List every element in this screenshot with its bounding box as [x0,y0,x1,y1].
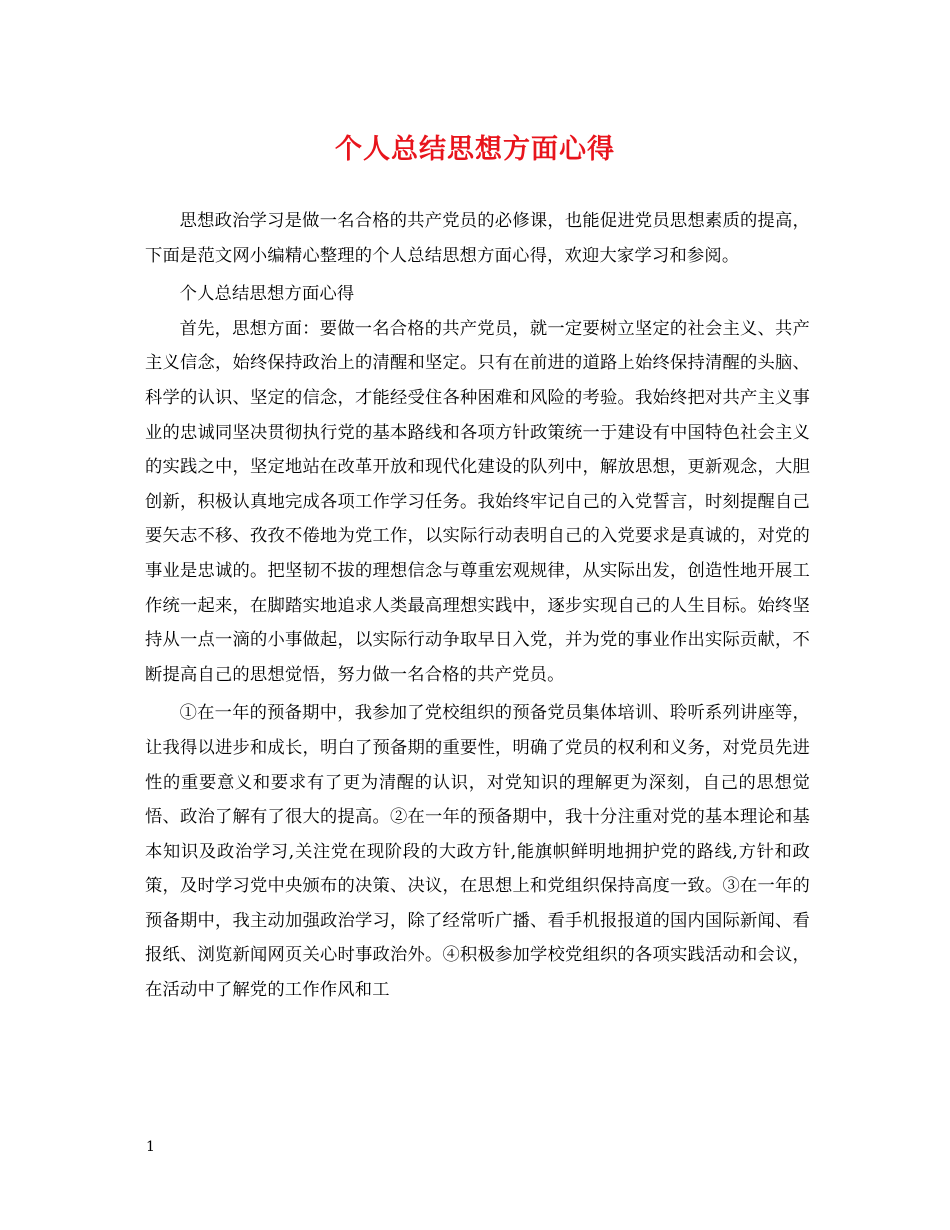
intro-paragraph: 思想政治学习是做一名合格的共产党员的必修课，也能促进党员思想素质的提高，下面是范文网小编精心整理的个人总结思想方面心得，欢迎大家学习和参阅。 [145,211,810,266]
page-number: 1 [146,1139,155,1155]
document-title: 个人总结思想方面心得 [335,134,615,165]
body-paragraph: ①在一年的预备期中，我参加了党校组织的预备党员集体培训、聆听系列讲座等，让我得以进步和成长，明白了预备期的重要性，明确了党员的权利和义务，对党员先进性的重要意义和要求有了更为清醒的认识，对党知识的理解更为深刻，自己的思想觉悟、政治了解有了很大的提高。②在一年的预备期中，我十分注重对党的基本理论和基本知识及政治学习,关注党在现阶段的大政方针,能旗帜鲜明地拥护党的路线,方针和政策，及时学习党中央颁布的决策、决议，在思想上和党组织保持高度一致。③在一年的预备期中，我主动加强政治学习，除了经常听广播、看手机报报道的国内国际新闻、看报纸、浏览新闻网页关心时事政治外。④积极参加学校党组织的各项实践活动和会议，在活动中了解党的工作作风和工 [145,703,810,1001]
document-body [145,204,810,1008]
section-heading: 个人总结思想方面心得 [179,284,355,305]
body-paragraph: 首先，思想方面：要做一名合格的共产党员，就一定要树立坚定的社会主义、共产主义信念，始终保持政治上的清醒和坚定。只有在前进的道路上始终保持清醒的头脑、科学的认识、坚定的信念，才能经受住各种困难和风险的考验。我始终把对共产主义事业的忠诚同坚决贯彻执行党的基本路线和各项方针政策统一于建设有中国特色社会主义的实践之中，坚定地站在改革开放和现代化建设的队列中，解放思想，更新观念，大胆创新，积极认真地完成各项工作学习任务。我始终牢记自己的入党誓言，时刻提醒自己要矢志不移、孜孜不倦地为党工作，以实际行动表明自己的入党要求是真诚的，对党的事业是忠诚的。把坚韧不拔的理想信念与尊重宏观规律，从实际出发，创造性地开展工作统一起来，在脚踏实地追求人类最高理想实践中，逐步实现自己的人生目标。始终坚持从一点一滴的小事做起，以实际行动争取早日入党，并为党的事业作出实际贡献，不断提高自己的思想觉悟，努力做一名合格的共产党员。 [145,318,810,685]
